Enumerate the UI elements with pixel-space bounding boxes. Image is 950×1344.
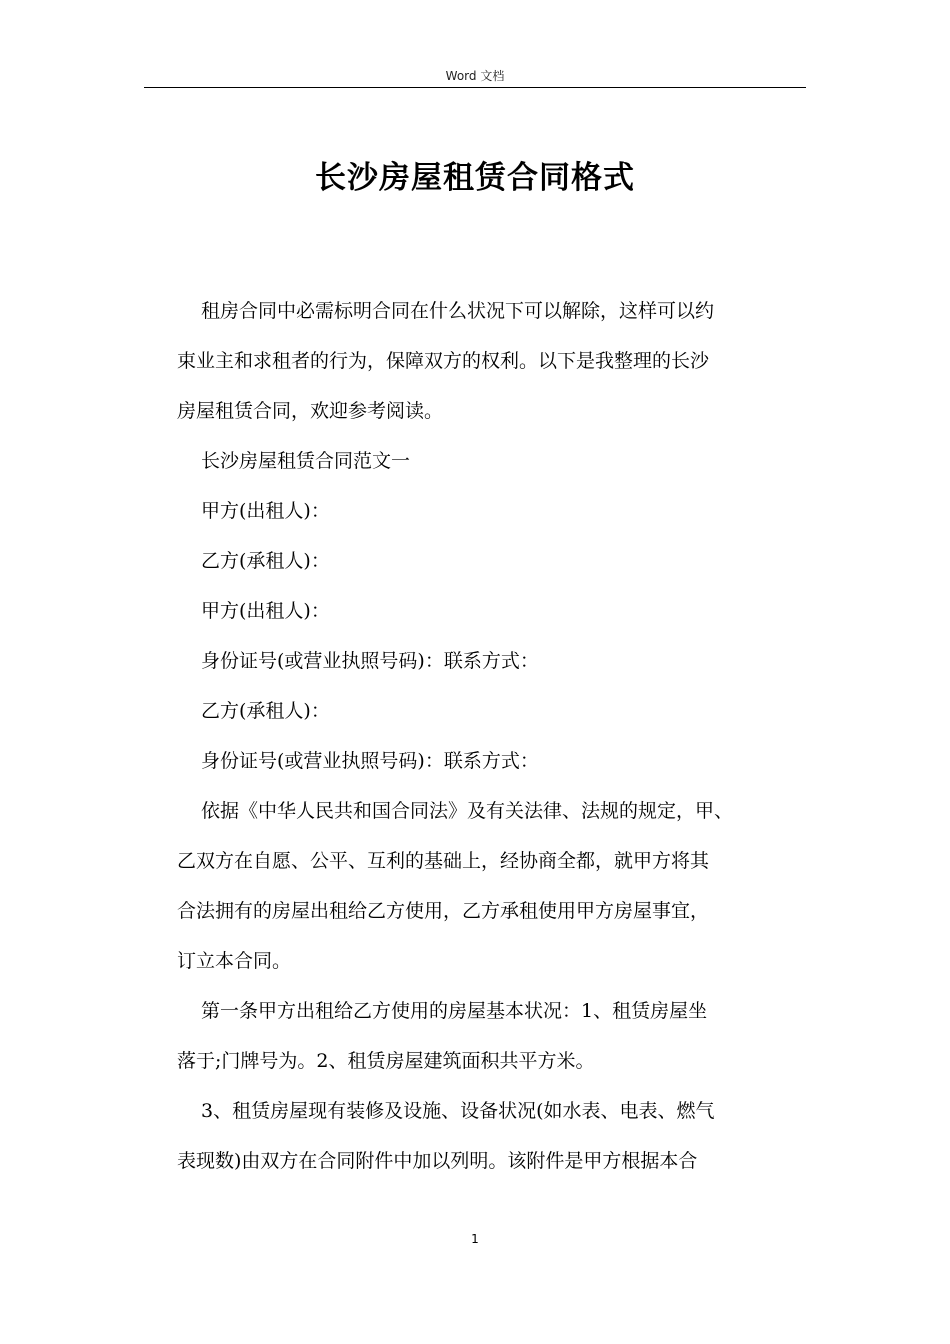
paragraph-line: 3、租赁房屋现有装修及设施、设备状况(如水表、电表、燃气: [201, 1100, 715, 1122]
paragraph-line: 甲方(出租人)：: [201, 500, 330, 522]
paragraph-line: 乙方(承租人)：: [201, 550, 330, 572]
paragraph-line: 乙方(承租人)：: [201, 700, 330, 722]
body-paragraph: [177, 786, 807, 986]
paragraph-line: 房屋租赁合同，欢迎参考阅读。: [177, 400, 444, 422]
paragraph-line: 束业主和求租者的行为，保障双方的权利。以下是我整理的长沙: [177, 350, 710, 372]
paragraph-line: 身份证号(或营业执照号码)：联系方式：: [201, 650, 539, 672]
paragraph-line: 落于;门牌号为。2、租赁房屋建筑面积共平方米。: [177, 1050, 595, 1072]
body-paragraph: [177, 686, 807, 736]
paragraph-line: 乙双方在自愿、公平、互利的基础上，经协商全都，就甲方将其: [177, 850, 710, 872]
body-paragraph: [177, 736, 807, 786]
body-paragraph: [177, 536, 807, 586]
body-paragraph: [177, 486, 807, 536]
body-paragraph: [177, 286, 807, 436]
body-paragraph: [177, 1086, 807, 1186]
header-label: Word 文档: [445, 69, 505, 83]
paragraph-line: 依据《中华人民共和国合同法》及有关法律、法规的规定，甲、: [201, 800, 734, 822]
paragraph-line: 甲方(出租人)：: [201, 600, 330, 622]
body-paragraph: [177, 586, 807, 636]
paragraph-line: 身份证号(或营业执照号码)：联系方式：: [201, 750, 539, 772]
page-number: 1: [471, 1232, 479, 1246]
paragraph-line: 订立本合同。: [177, 950, 292, 972]
header-divider: [144, 87, 806, 88]
paragraph-line: 长沙房屋租赁合同范文一: [201, 450, 411, 472]
document-title: 长沙房屋租赁合同格式: [315, 160, 635, 196]
paragraph-line: 第一条甲方出租给乙方使用的房屋基本状况：1、租赁房屋坐: [201, 1000, 708, 1022]
paragraph-line: 合法拥有的房屋出租给乙方使用，乙方承租使用甲方房屋事宜，: [177, 900, 710, 922]
paragraph-line: 表现数)由双方在合同附件中加以列明。该附件是甲方根据本合: [177, 1150, 698, 1172]
body-paragraph: [177, 436, 807, 486]
paragraph-line: 租房合同中必需标明合同在什么状况下可以解除，这样可以约: [201, 300, 715, 322]
body-paragraph: [177, 636, 807, 686]
document-body: [177, 286, 807, 1186]
body-paragraph: [177, 986, 807, 1086]
